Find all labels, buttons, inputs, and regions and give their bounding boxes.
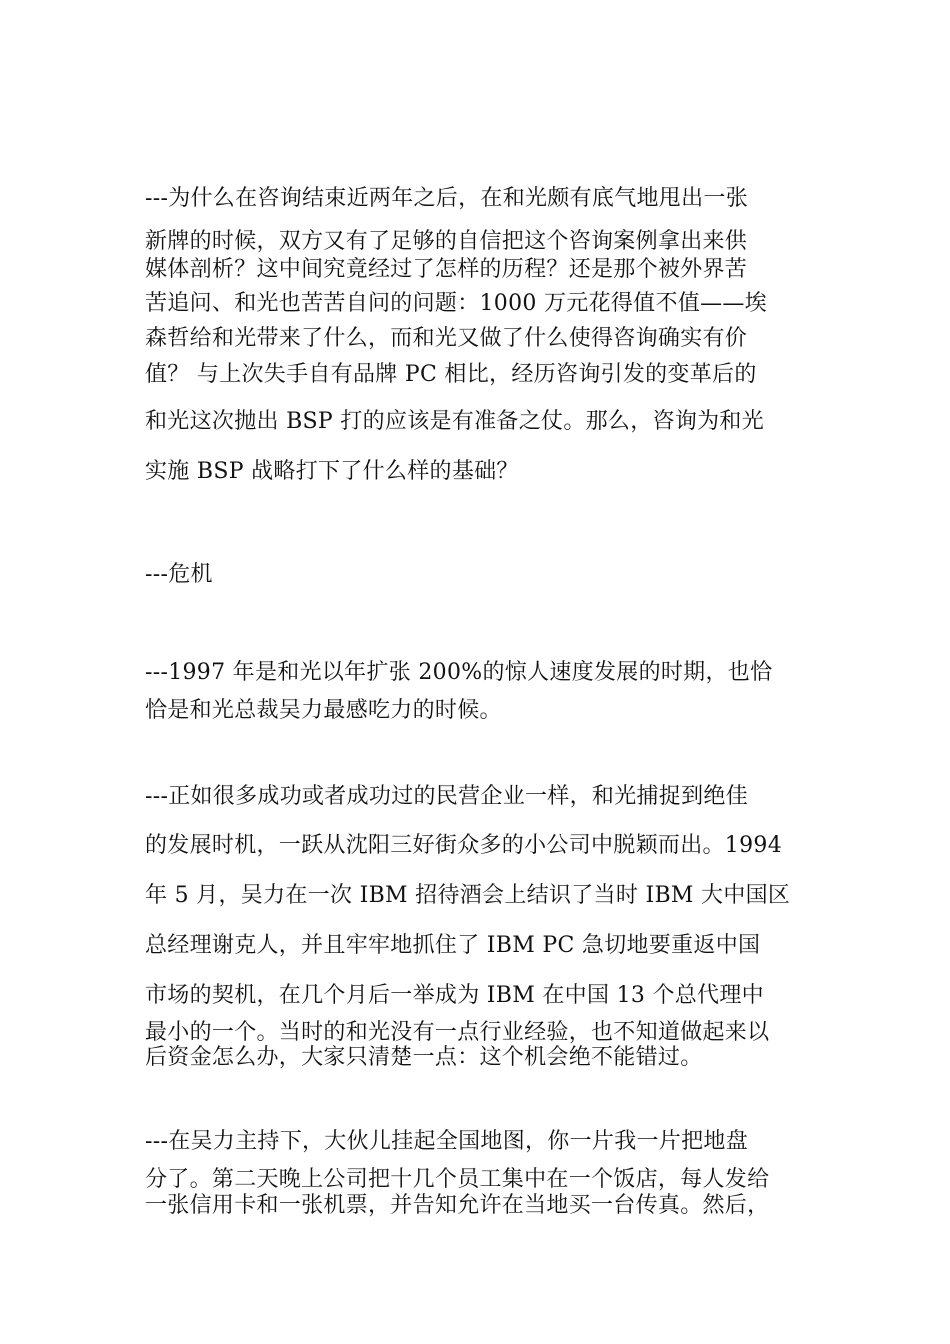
text-line: 的发展时机，一跃从沈阳三好街众多的小公司中脱颖而出。1994 bbox=[145, 833, 782, 858]
text-line: 分了。第二天晚上公司把十几个员工集中在一个饭店，每人发给 bbox=[145, 1167, 770, 1192]
text-line: 总经理谢克人，并且牢牢地抓住了 IBM PC 急切地要重返中国 bbox=[145, 933, 761, 958]
text-line: 值？ 与上次失手自有品牌 PC 相比，经历咨询引发的变革后的 bbox=[145, 362, 757, 387]
text-line: 苦追问、和光也苦苦自问的问题：1000 万元花得值不值——埃 bbox=[145, 291, 767, 316]
text-line: 最小的一个。当时的和光没有一点行业经验，也不知道做起来以 bbox=[145, 1020, 770, 1045]
text-line: 媒体剖析？这中间究竟经过了怎样的历程？还是那个被外界苦 bbox=[145, 257, 748, 282]
text-line: 市场的契机，在几个月后一举成为 IBM 在中国 13 个总代理中 bbox=[145, 983, 764, 1008]
text-line: 森哲给和光带来了什么，而和光又做了什么使得咨询确实有价 bbox=[145, 326, 748, 351]
text-line: 一张信用卡和一张机票，并告知允许在当地买一台传真。然后， bbox=[145, 1193, 770, 1218]
section-heading: ---危机 bbox=[145, 562, 213, 587]
text-line: 实施 BSP 战略打下了什么样的基础？ bbox=[145, 459, 519, 484]
text-line: ---为什么在咨询结束近两年之后，在和光颇有底气地甩出一张 bbox=[145, 186, 749, 211]
text-line: 年 5 月，吴力在一次 IBM 招待酒会上结识了当时 IBM 大中国区 bbox=[145, 883, 791, 908]
text-line: 新牌的时候，双方又有了足够的自信把这个咨询案例拿出来供 bbox=[145, 229, 748, 254]
text-line: ---1997 年是和光以年扩张 200%的惊人速度发展的时期，也恰 bbox=[145, 660, 773, 685]
text-line: 和光这次抛出 BSP 打的应该是有准备之仗。那么，咨询为和光 bbox=[145, 409, 765, 434]
text-line: ---正如很多成功或者成功过的民营企业一样，和光捕捉到绝佳 bbox=[145, 784, 749, 809]
text-line: 恰是和光总裁吴力最感吃力的时候。 bbox=[145, 698, 502, 723]
text-line: 后资金怎么办，大家只清楚一点：这个机会绝不能错过。 bbox=[145, 1045, 703, 1070]
text-line: ---在吴力主持下，大伙儿挂起全国地图，你一片我一片把地盘 bbox=[145, 1129, 749, 1154]
